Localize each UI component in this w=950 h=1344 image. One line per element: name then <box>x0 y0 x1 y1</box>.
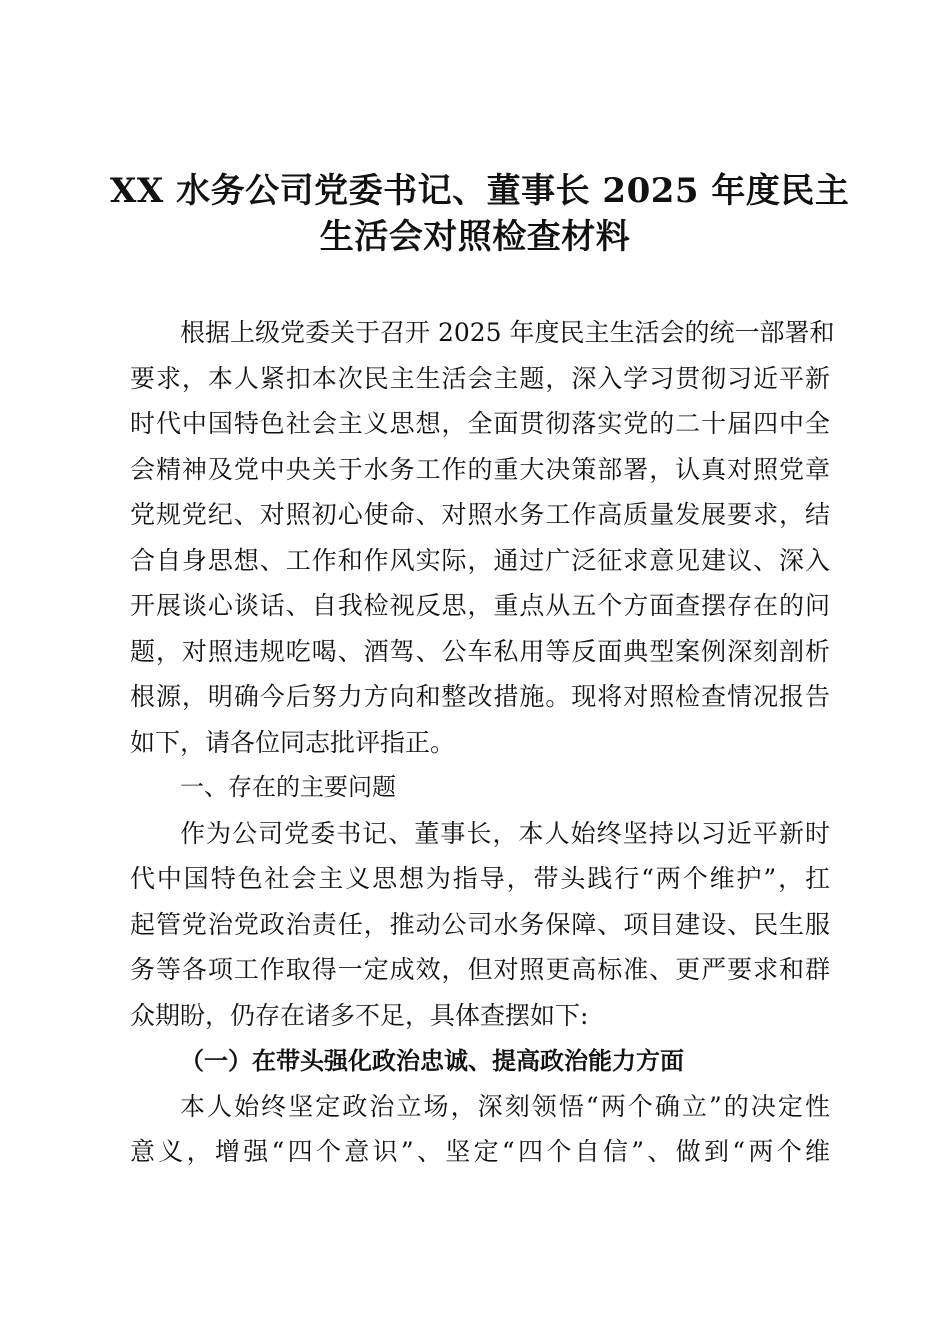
section-paragraph <box>130 811 830 1039</box>
text-line: 会精神及党中央关于水务工作的重大决策部署，认真对照党章 <box>130 454 830 484</box>
text-line: 党规党纪、对照初心使命、对照水务工作高质量发展要求，结 <box>130 500 830 529</box>
text-line: 开展谈心谈话、自我检视反思，重点从五个方面查摆存在的问 <box>130 591 830 620</box>
document-body <box>130 310 835 1175</box>
text-line: 众期盼，仍存在诸多不足，具体查摆如下: <box>130 1000 589 1030</box>
text-line: 意义，增强“四个意识”、坚定“四个自信”、做到“两个维 <box>130 1137 830 1166</box>
text-line: 务等各项工作取得一定成效，但对照更高标准、更严要求和群 <box>130 955 830 984</box>
text-line: 根据上级党委关于召开 2025 年度民主生活会的统一部署和 <box>180 318 835 347</box>
text-line: 时代中国特色社会主义思想，全面贯彻落实党的二十届四中全 <box>130 409 830 438</box>
text-line: 根源，明确今后努力方向和整改措施。现将对照检查情况报告 <box>130 682 830 711</box>
text-line: 本人始终坚定政治立场，深刻领悟“两个确立”的决定性 <box>180 1091 830 1121</box>
title-line-1: XX 水务公司党委书记、董事长 2025 年度民主 <box>110 171 850 211</box>
subsection-heading: （一）在带头强化政治忠诚、提高政治能力方面 <box>180 1046 684 1075</box>
text-line: 要求，本人紧扣本次民主生活会主题，深入学习贯彻习近平新 <box>130 363 830 393</box>
subsection-paragraph <box>130 1084 830 1175</box>
intro-paragraph <box>130 310 835 765</box>
title-line-2: 生活会对照检查材料 <box>319 217 631 257</box>
text-line: 题，对照违规吃喝、酒驾、公车私用等反面典型案例深刻剖析 <box>130 636 830 666</box>
text-line: 作为公司党委书记、董事长，本人始终坚持以习近平新时 <box>180 818 830 848</box>
section-heading: 一、存在的主要问题 <box>180 773 396 801</box>
text-line: 代中国特色社会主义思想为指导，带头践行“两个维护”，扛 <box>130 864 830 893</box>
text-line: 合自身思想、工作和作风实际，通过广泛征求意见建议、深入 <box>130 545 830 575</box>
document-title <box>110 168 850 260</box>
text-line: 如下，请各位同志批评指正。 <box>130 727 456 757</box>
text-line: 起管党治党政治责任，推动公司水务保障、项目建设、民生服 <box>130 909 830 939</box>
